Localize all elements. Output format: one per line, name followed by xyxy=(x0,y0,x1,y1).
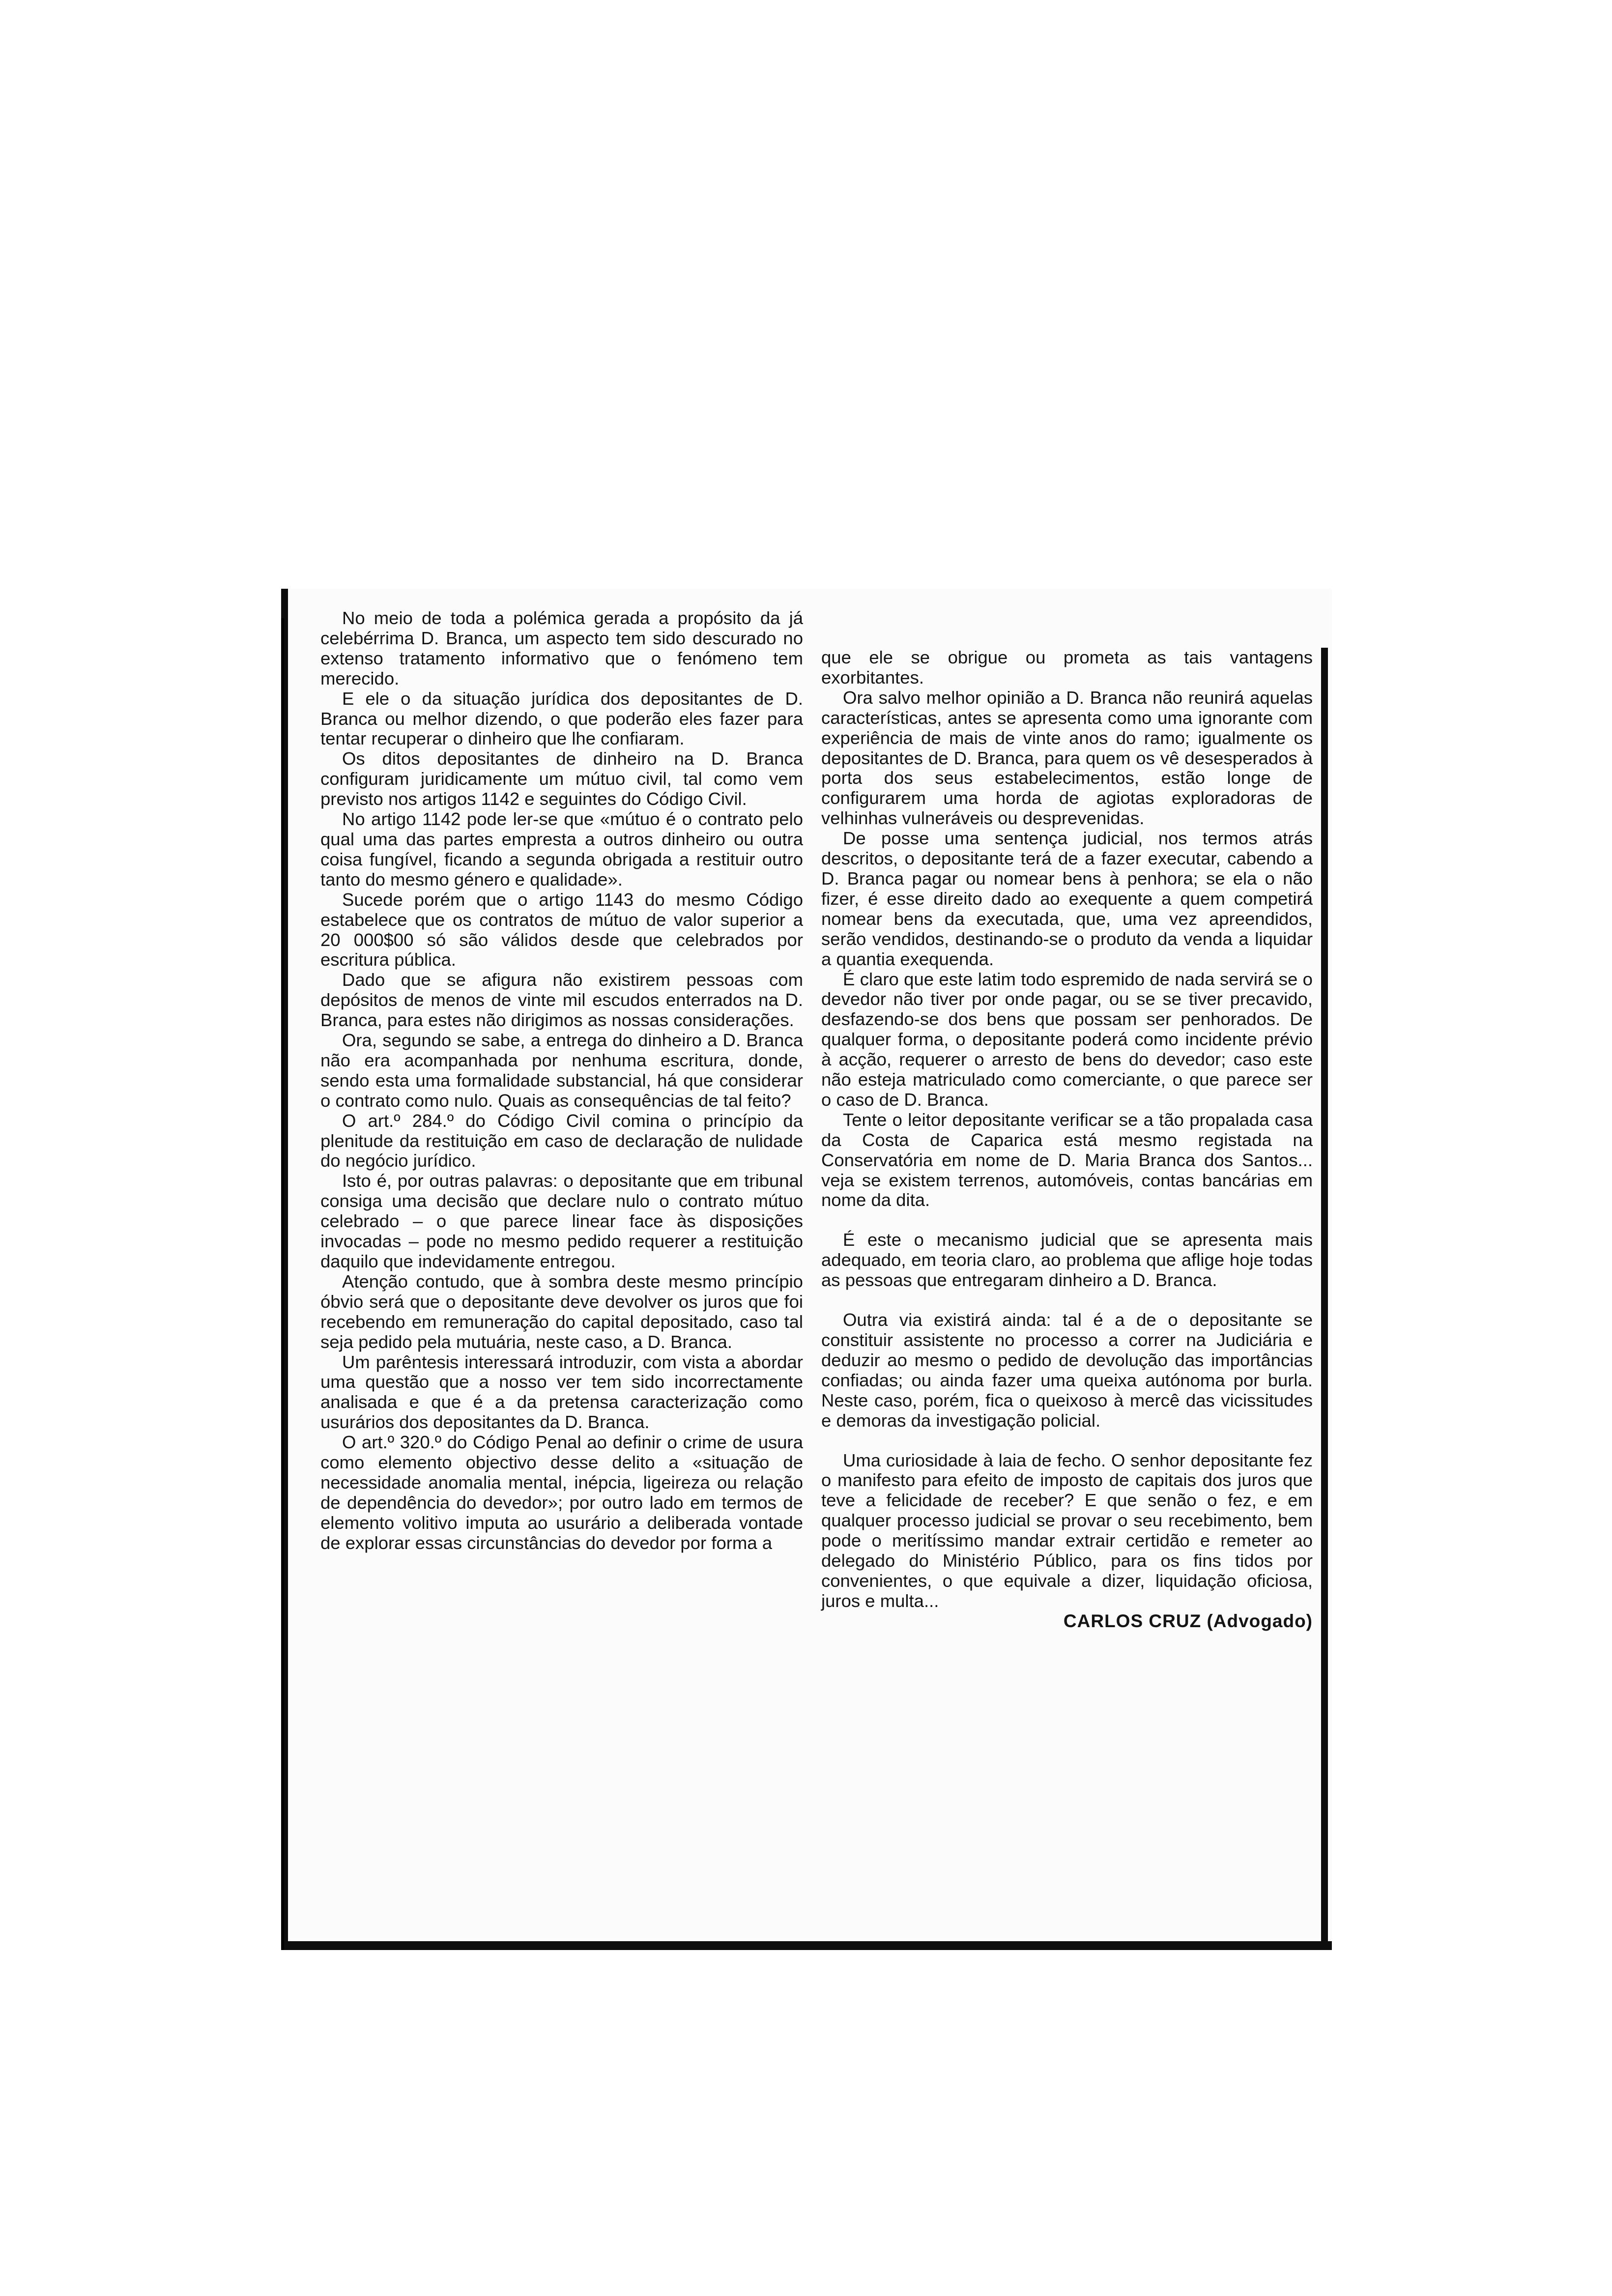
paragraph: Outra via existirá ainda: tal é a de o depositante se constituir assistente no processo a correr na Judiciária e deduzir ao mesmo o pedido de devolução das importâncias confiadas; ou ainda fazer uma queixa autónoma por burla. Neste caso, porém, fica o queixoso à mercê das vicissitudes e demoras da investigação policial. xyxy=(821,1310,1313,1431)
paragraph: Ora salvo melhor opinião a D. Branca não reunirá aquelas características, antes se apresenta como uma ignorante com experiência de mais de vinte anos do ramo; igualmente os depositantes de D. Branca, para quem os vê desesperados à porta dos seus estabelecimentos, estão longe de configurarem uma horda de agiotas exploradoras de velhinhas vulneráveis ou desprevenidas. xyxy=(821,687,1313,829)
paragraph: De posse uma sentença judicial, nos termos atrás descritos, o depositante terá de a fazer executar, cabendo a D. Branca pagar ou nomear bens à penhora; se ela o não fizer, é esse direito dado ao exequente a quem competirá nomear bens da executada, que, uma vez apreendidos, serão vendidos, destinando-se o produto da venda a liquidar a quantia exequenda. xyxy=(821,828,1313,969)
paragraph: Atenção contudo, que à sombra deste mesmo princípio óbvio será que o depositante deve devolver os juros que foi recebendo em remuneração do capital depositado, caso tal seja pedido pela mutuária, neste caso, a D. Branca. xyxy=(320,1271,803,1352)
paragraph: Tente o leitor depositante verificar se a tão propalada casa da Costa de Caparica está mesmo registada na Conservatória em nome de D. Maria Branca dos Santos... veja se existem terrenos, automóveis, contas bancárias em nome da dita. xyxy=(821,1109,1313,1210)
article-left-column xyxy=(320,608,803,1553)
article-right-column xyxy=(821,648,1313,1632)
paragraph: No meio de toda a polémica gerada a propósito da já celebérrima D. Branca, um aspecto tem sido descurado no extenso tratamento informativo que o fenómeno tem merecido. xyxy=(320,608,803,689)
paragraph: O art.º 320.º do Código Penal ao definir o crime de usura como elemento objectivo desse delito a «situação de necessidade anomalia mental, inépcia, ligeireza ou relação de dependência do devedor»; por outro lado em termos de elemento volitivo imputa ao usurário a deliberada vontade de explorar essas circunstâncias do devedor por forma a xyxy=(320,1432,803,1553)
paragraph: Um parêntesis interessará introduzir, com vista a abordar uma questão que a nosso ver tem sido incorrectamente analisada e que é a da pretensa caracterização como usurários dos depositantes da D. Branca. xyxy=(320,1351,803,1433)
paragraph: O art.º 284.º do Código Civil comina o princípio da plenitude da restituição em caso de declaração de nulidade do negócio jurídico. xyxy=(320,1110,803,1171)
paragraph: No artigo 1142 pode ler-se que «mútuo é o contrato pelo qual uma das partes empresta a outros dinheiro ou outra coisa fungível, ficando a segunda obrigada a restituir outro tanto do mesmo género e qualidade». xyxy=(320,809,803,890)
paragraph: Uma curiosidade à laia de fecho. O senhor depositante fez o manifesto para efeito de imposto de capitais dos juros que teve a felicidade de receber? E que senão o fez, e em qualquer processo judicial se provar o seu recebimento, bem pode o meritíssimo mandar extrair certidão e remeter ao delegado do Ministério Público, para os fins tidos por convenientes, o que equivale a dizer, liquidação oficiosa, juros e multa... xyxy=(821,1450,1313,1611)
newspaper-clipping xyxy=(281,589,1332,1950)
paragraph: Isto é, por outras palavras: o depositante que em tribunal consiga uma decisão que declare nulo o contrato mútuo celebrado – o que parece linear face às disposições invocadas – pode no mesmo pedido requerer a restituição daquilo que indevidamente entregou. xyxy=(320,1171,803,1271)
author-signature: CARLOS CRUZ (Advogado) xyxy=(1063,1610,1313,1631)
paragraph: Ora, segundo se sabe, a entrega do dinheiro a D. Branca não era acompanhada por nenhuma escritura, donde, sendo esta uma formalidade substancial, há que considerar o contrato como nulo. Quais as consequências de tal feito? xyxy=(320,1030,803,1111)
paragraph: que ele se obrigue ou prometa as tais vantagens exorbitantes. xyxy=(821,647,1313,688)
paragraph: E ele o da situação jurídica dos depositantes de D. Branca ou melhor dizendo, o que poderão eles fazer para tentar recuperar o dinheiro que lhe confiaram. xyxy=(320,688,803,749)
paragraph: Sucede porém que o artigo 1143 do mesmo Código estabelece que os contratos de mútuo de valor superior a 20 000$00 só são válidos desde que celebrados por escritura pública. xyxy=(320,889,803,970)
paragraph: Dado que se afigura não existirem pessoas com depósitos de menos de vinte mil escudos enterrados na D. Branca, para estes não dirigimos as nossas considerações. xyxy=(320,970,803,1031)
column-border-rule xyxy=(1321,648,1328,1950)
paragraph: É este o mecanismo judicial que se apresenta mais adequado, em teoria claro, ao problema que aflige hoje todas as pessoas que entregaram dinheiro a D. Branca. xyxy=(821,1230,1313,1291)
paragraph: Os ditos depositantes de dinheiro na D. Branca configuram juridicamente um mútuo civil, tal como vem previsto nos artigos 1142 e seguintes do Código Civil. xyxy=(320,748,803,809)
paragraph: É claro que este latim todo espremido de nada servirá se o devedor não tiver por onde pagar, ou se se tiver precavido, desfazendo-se dos bens que possam ser penhorados. De qualquer forma, o depositante poderá como incidente prévio à acção, requerer o arresto de bens do devedor; caso este não esteja matriculado como comerciante, o que parece ser o caso de D. Branca. xyxy=(821,969,1313,1110)
